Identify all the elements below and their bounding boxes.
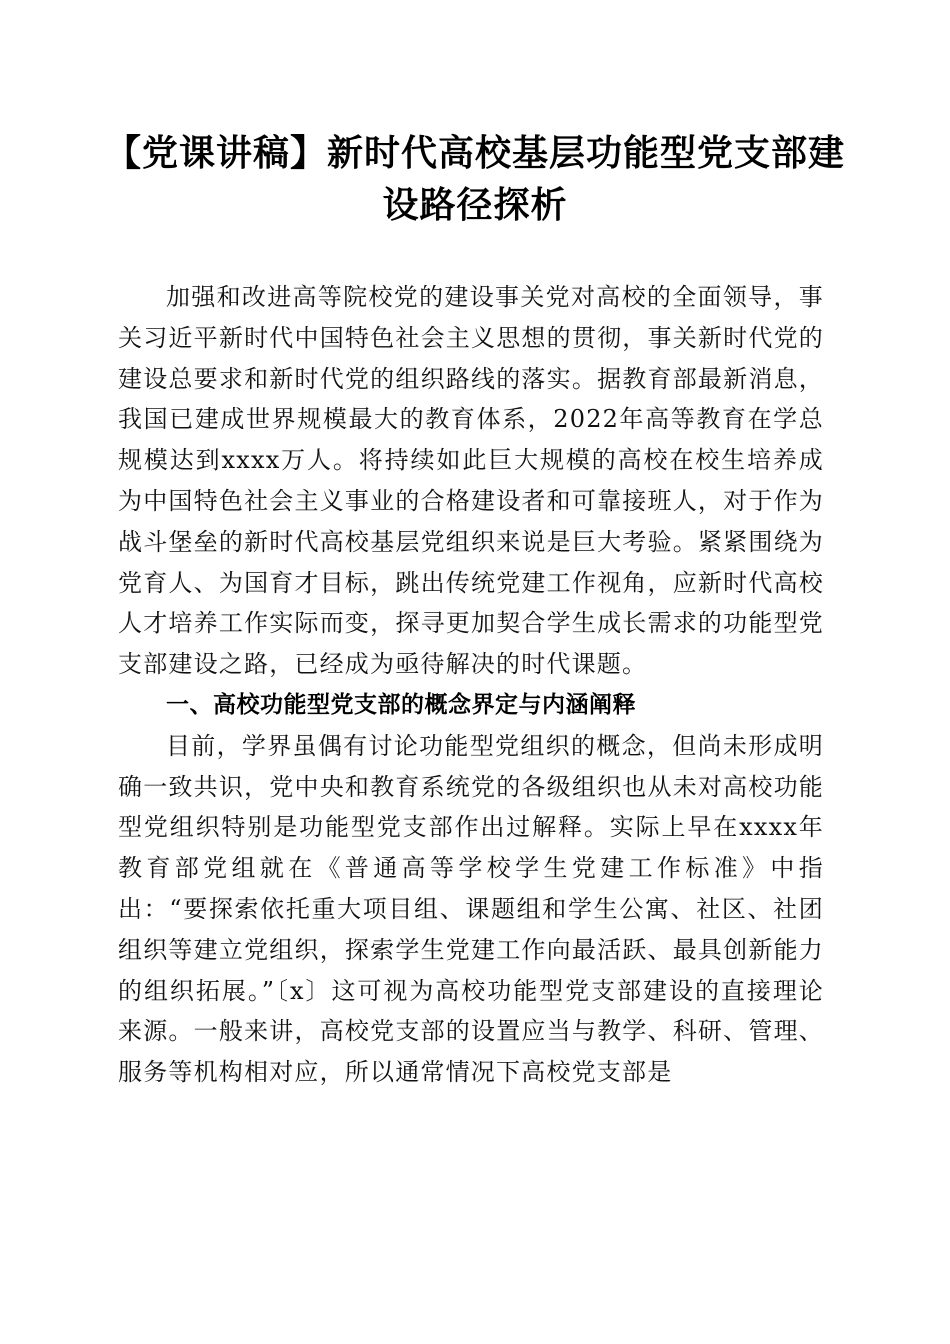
section-paragraph: 目前，学界虽偶有讨论功能型党组织的概念，但尚未形成明确一致共识，党中央和教育系统党的各级组织也从未对高校功能型党组织特别是功能型党支部作出过解释。实际上早在xxxx年教育部党组就在《普通高等学校学生党建工作标准》中指出：“要探索依托重大项目组、课题组和学生公寓、社区、社团组织等建立党组织，探索学生党建工作向最活跃、最具创新能力的组织拓展。”〔x〕这可视为高校功能型党支部建设的直接理论来源。一般来讲，高校党支部的设置应当与教学、科研、管理、服务等机构相对应，所以通常情况下高校党支部是 — [118, 731, 824, 1087]
document-title: 【党课讲稿】新时代高校基层功能型党支部建设路径探析 — [104, 133, 845, 226]
section-heading: 一、高校功能型党支部的概念界定与内涵阐释 — [166, 691, 636, 718]
document-body — [118, 277, 824, 1093]
intro-paragraph: 加强和改进高等院校党的建设事关党对高校的全面领导，事关习近平新时代中国特色社会主义思想的贯彻，事关新时代党的建设总要求和新时代党的组织路线的落实。据教育部最新消息，我国已建成世界规模最大的教育体系，2022年高等教育在学总规模达到xxxx万人。将持续如此巨大规模的高校在校生培养成为中国特色社会主义事业的合格建设者和可靠接班人，对于作为战斗堡垒的新时代高校基层党组织来说是巨大考验。紧紧围绕为党育人、为国育才目标，跳出传统党建工作视角，应新时代高校人才培养工作实际而变，探寻更加契合学生成长需求的功能型党支部建设之路，已经成为亟待解决的时代课题。 — [118, 283, 824, 679]
